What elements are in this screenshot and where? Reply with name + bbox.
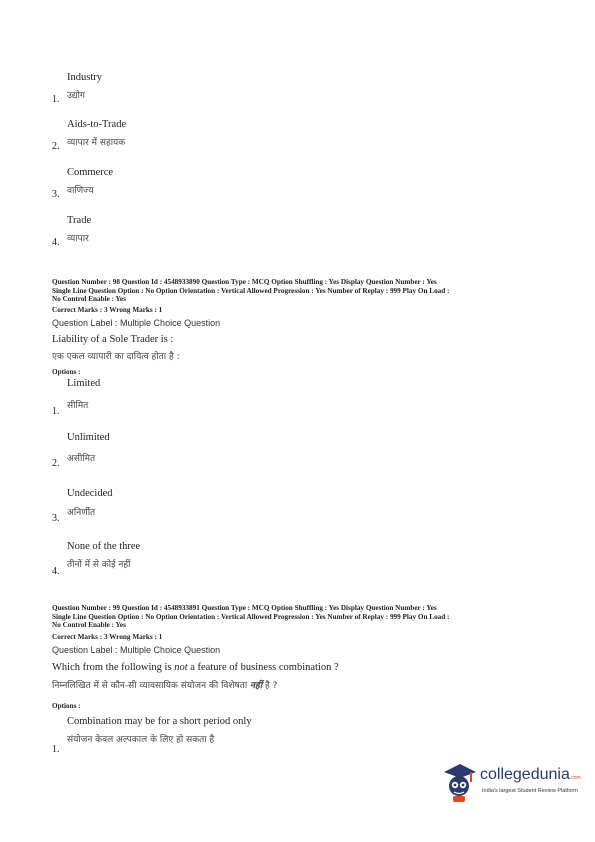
option-text-en: Industry: [67, 72, 102, 83]
option-number: 3.: [52, 513, 60, 524]
q98-question-text-en: Liability of a Sole Trader is :: [52, 334, 174, 345]
option-text-hi: वाणिज्य: [67, 186, 94, 196]
meta-line: Question Number : 99 Question Id : 4548933891 Question Type : MCQ Option Shuffling : Yes Display Question Number : Yes: [52, 604, 437, 612]
emphasis-nahin: नहीं: [250, 681, 263, 691]
brand-name: [480, 766, 581, 784]
option-number: 2.: [52, 141, 60, 152]
option-text-en: Aids-to-Trade: [67, 119, 127, 130]
option-number: 1.: [52, 406, 60, 417]
q99-question-text-hi: [52, 678, 277, 691]
collegedunia-logo: [440, 762, 580, 810]
option-number: 3.: [52, 189, 60, 200]
brand-text: collegedunia: [480, 766, 570, 783]
emphasis-not: not: [174, 662, 188, 673]
q98-metadata: [52, 278, 547, 304]
q98-question-label: Question Label : Multiple Choice Question: [52, 318, 221, 328]
meta-line: No Control Enable : Yes: [52, 295, 126, 304]
option-text-en: Unlimited: [67, 432, 110, 443]
option-number: 1.: [52, 744, 60, 755]
option-text-en: Combination may be for a short period only: [67, 716, 252, 727]
option-text-hi: व्यापार: [67, 234, 89, 244]
q98-question-text-hi: एक एकल व्यापारी का दायित्व होता है :: [52, 352, 180, 362]
option-text-en: None of the three: [67, 541, 141, 552]
option-text-hi: उद्योग: [67, 91, 86, 101]
q99-question-label: Question Label : Multiple Choice Question: [52, 645, 221, 655]
text-segment: a feature of business combination ?: [187, 662, 339, 673]
option-text-en: Commerce: [67, 167, 114, 178]
q99-metadata: [52, 604, 547, 630]
option-text-hi: संयोजन केवल अल्पकाल के लिए हो सकता है: [67, 735, 215, 745]
option-text-hi: असीमित: [67, 454, 96, 464]
q98-options-heading: Options :: [52, 368, 81, 376]
option-text-hi: व्यापार में सहायक: [67, 138, 126, 148]
option-text-en: Undecided: [67, 488, 113, 499]
option-text-en: Trade: [67, 215, 92, 226]
q98-marks: Correct Marks : 3 Wrong Marks : 1: [52, 306, 163, 314]
meta-line: Question Number : 98 Question Id : 4548933890 Question Type : MCQ Option Shuffling : Yes Display Question Number : Yes: [52, 278, 437, 286]
option-number: 4.: [52, 237, 60, 248]
meta-line: Single Line Question Option : No Option Orientation : Vertical Allowed Progression : Yes Number of Replay : 999 Play On Load :: [52, 612, 450, 621]
text-segment: निम्नलिखित में से कौन-सी व्यावसायिक संयोजन की विशेषता: [52, 681, 251, 691]
option-number: 2.: [52, 458, 60, 469]
brand-domain: .com: [569, 775, 581, 781]
q99-options-heading: Options :: [52, 702, 81, 710]
option-number: 1.: [52, 94, 60, 105]
graduate-mascot-icon: [440, 762, 478, 804]
brand-tagline: India's largest Student Review Platform: [482, 788, 578, 794]
option-text-hi: तीनों में से कोई नहीं: [67, 560, 131, 570]
meta-line: No Control Enable : Yes: [52, 621, 126, 630]
option-text-hi: सीमित: [67, 401, 89, 411]
q99-marks: Correct Marks : 3 Wrong Marks : 1: [52, 633, 163, 641]
option-number: 4.: [52, 566, 60, 577]
text-segment: है ?: [262, 681, 278, 691]
option-text-en: Limited: [67, 378, 101, 389]
meta-line: Single Line Question Option : No Option Orientation : Vertical Allowed Progression : Yes Number of Replay : 999 Play On Load :: [52, 286, 450, 295]
q99-question-text-en: [52, 662, 339, 673]
text-segment: Which from the following is: [52, 662, 175, 673]
option-text-hi: अनिर्णीत: [67, 508, 96, 518]
